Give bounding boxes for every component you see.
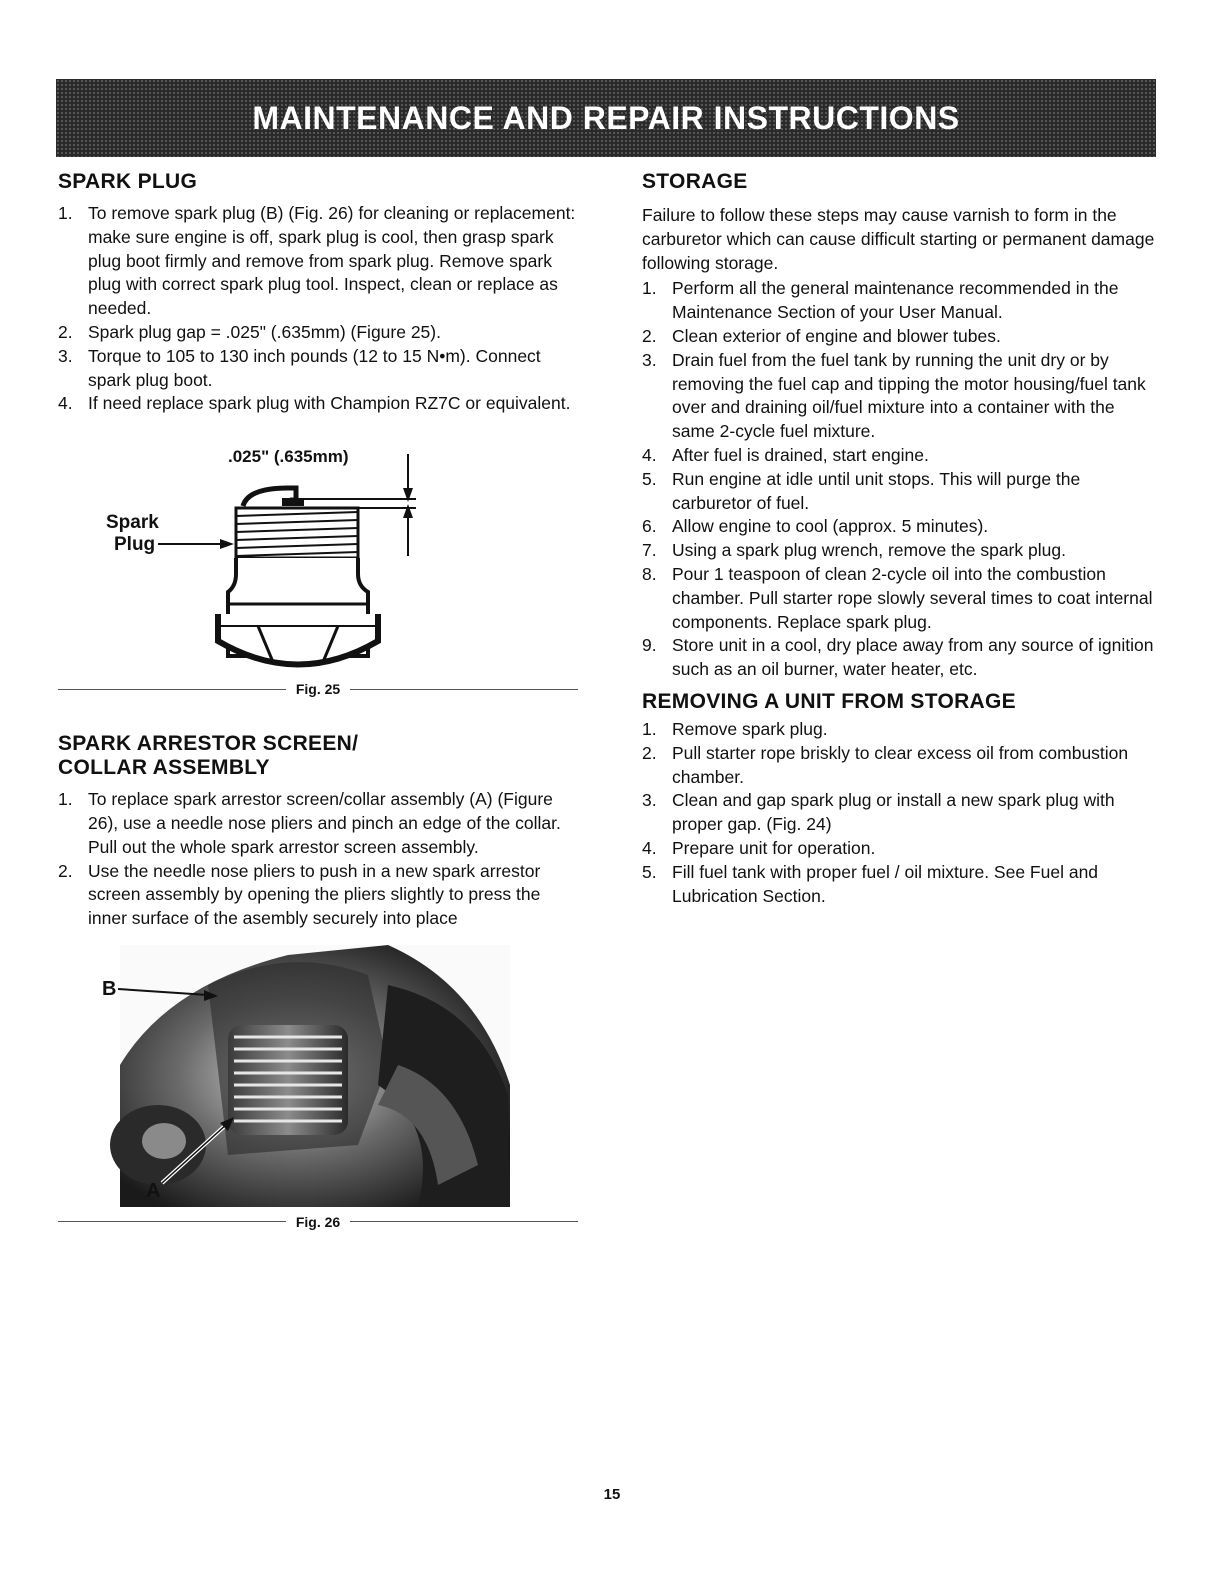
list-item: 4. If need replace spark plug with Champion RZ7C or equivalent. xyxy=(58,393,571,414)
storage-intro: Failure to follow these steps may cause varnish to form in the carburetor which can cause difficult starting or permanent damage following storage. xyxy=(642,205,1155,273)
page-number: 15 xyxy=(603,1486,621,1503)
list-item: 1. Perform all the general maintenance recommended in the Maintenance Section of your User Manual. xyxy=(642,278,1119,323)
list-item: 2. Spark plug gap = .025" (.635mm) (Figure 25). xyxy=(58,321,441,342)
storage-heading: STORAGE xyxy=(642,170,748,193)
list-item: 4. Prepare unit for operation. xyxy=(642,837,876,858)
cylinder-fins xyxy=(228,1025,348,1135)
spark-arrestor-steps xyxy=(58,788,578,931)
left-column xyxy=(58,170,578,1230)
label-b: B xyxy=(102,977,117,1000)
right-column xyxy=(642,170,1162,908)
list-item: 1. Remove spark plug. xyxy=(642,718,828,739)
list-item: 7. Using a spark plug wrench, remove the spark plug. xyxy=(642,540,1066,561)
list-item: 1. To replace spark arrestor screen/collar assembly (A) (Figure 26), use a needle nose pliers and pinch an edge of the collar. Pull out the whole spark arrestor screen assembly. xyxy=(58,789,561,857)
list-item: 3. Drain fuel from the fuel tank by running the unit dry or by removing the fuel cap and tipping the motor housing/fuel tank over and draining oil/fuel mixture into a container with the same 2-cycle fuel mixture. xyxy=(642,349,1146,442)
list-item: 3. Clean and gap spark plug or install a new spark plug with proper gap. (Fig. 24) xyxy=(642,790,1115,835)
figure-25 xyxy=(58,426,578,698)
list-item: 5. Run engine at idle until unit stops. This will purge the carburetor of fuel. xyxy=(642,468,1081,513)
plug-label: Plug xyxy=(114,534,156,556)
removing-steps xyxy=(642,718,1162,908)
list-item: 4. After fuel is drained, start engine. xyxy=(642,444,929,465)
spark-label: Spark xyxy=(106,512,159,534)
list-item: 2. Pull starter rope briskly to clear excess oil from combustion chamber. xyxy=(642,742,1129,787)
list-item: 1. To remove spark plug (B) (Fig. 26) for cleaning or replacement: make sure engine is off, spark plug is cool, then grasp spark plug boot firmly and remove from spark plug. Remove spark plug with correct spark plug tool. Inspect, clean or replace as needed. xyxy=(58,203,576,319)
spark-plug-diagram xyxy=(58,426,578,676)
spark-plug-steps xyxy=(58,202,578,416)
list-item: 9. Store unit in a cool, dry place away from any source of ignition such as an oil burner, water heater, etc. xyxy=(642,635,1154,680)
list-item: 3. Torque to 105 to 130 inch pounds (12 to 15 N•m). Connect spark plug boot. xyxy=(58,345,541,390)
spark-plug-heading: SPARK PLUG xyxy=(58,170,198,193)
storage-steps xyxy=(642,277,1162,682)
engine-photo xyxy=(58,945,578,1207)
figure-26-caption: Fig. 26 xyxy=(58,1214,578,1230)
gap-label: .025" (.635mm) xyxy=(228,447,349,467)
spark-arrestor-heading: SPARK ARRESTOR SCREEN/ COLLAR ASSEMBLY xyxy=(58,732,359,780)
figure-25-caption: Fig. 25 xyxy=(58,681,578,697)
page-title: MAINTENANCE AND REPAIR INSTRUCTIONS xyxy=(252,99,960,136)
list-item: 2. Use the needle nose pliers to push in a new spark arrestor screen assembly by opening the pliers slightly to press the inner surface of the asembly securely into place xyxy=(58,860,541,929)
section-banner xyxy=(56,79,1156,157)
figure-26 xyxy=(58,945,578,1230)
list-item: 5. Fill fuel tank with proper fuel / oil mixture. See Fuel and Lubrication Section. xyxy=(642,861,1099,906)
removing-heading: REMOVING A UNIT FROM STORAGE xyxy=(642,689,1016,713)
list-item: 8. Pour 1 teaspoon of clean 2-cycle oil into the combustion chamber. Pull starter rope slowly several times to coat internal components. Replace spark plug. xyxy=(642,563,1153,632)
label-a: A xyxy=(146,1179,161,1202)
list-item: 2. Clean exterior of engine and blower tubes. xyxy=(642,325,1001,346)
list-item: 6. Allow engine to cool (approx. 5 minutes). xyxy=(642,516,989,537)
